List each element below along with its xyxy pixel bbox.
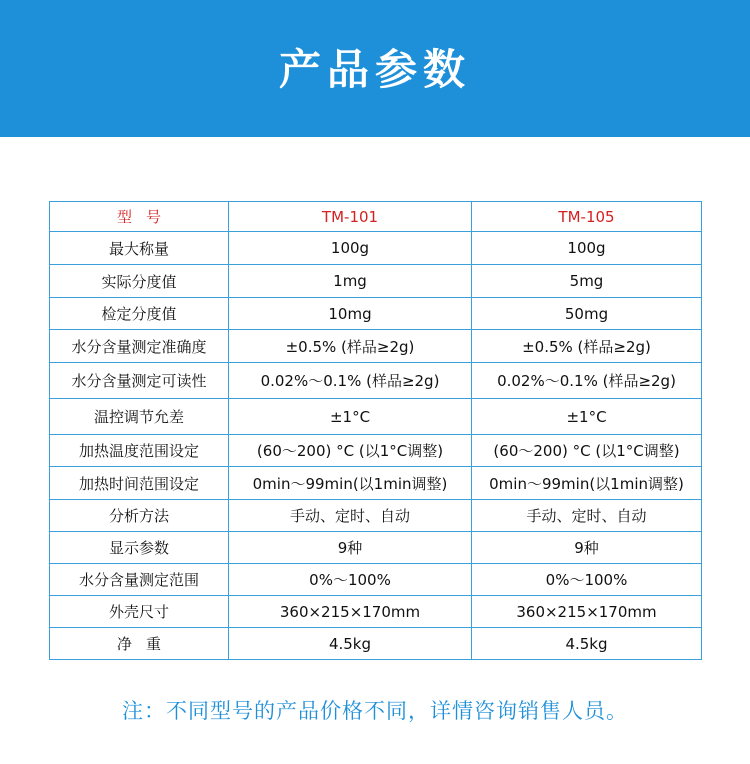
row-value: (60～200) °C (以1°C调整) (229, 435, 472, 467)
price-note: 注：不同型号的产品价格不同，详情咨询销售人员。 (122, 699, 628, 723)
row-value: 0%～100% (472, 564, 702, 596)
row-label: 实际分度值 (50, 265, 229, 298)
row-value: ±0.5% (样品≥2g) (472, 330, 702, 363)
table-row (50, 467, 702, 500)
table-header-row (50, 202, 702, 232)
table-row (50, 363, 702, 399)
row-value: 100g (229, 232, 472, 265)
row-value: 50mg (472, 298, 702, 330)
table-row (50, 330, 702, 363)
row-value: (60～200) °C (以1°C调整) (472, 435, 702, 467)
row-label: 最大称量 (50, 232, 229, 265)
row-label: 温控调节允差 (50, 399, 229, 435)
row-value: 手动、定时、自动 (472, 500, 702, 532)
table-row (50, 628, 702, 660)
row-value: 手动、定时、自动 (229, 500, 472, 532)
row-value: 360×215×170mm (472, 596, 702, 628)
row-value: 1mg (229, 265, 472, 298)
row-value: ±1°C (229, 399, 472, 435)
table-row (50, 500, 702, 532)
row-value: 10mg (229, 298, 472, 330)
row-value: 0min～99min(以1min调整) (229, 467, 472, 500)
model-tm105: TM-105 (472, 202, 702, 232)
row-label: 显示参数 (50, 532, 229, 564)
table-row (50, 532, 702, 564)
table-row (50, 265, 702, 298)
row-label: 净重 (50, 628, 229, 660)
row-label: 加热温度范围设定 (50, 435, 229, 467)
row-value: 100g (472, 232, 702, 265)
row-value: 0.02%～0.1% (样品≥2g) (472, 363, 702, 399)
row-label: 水分含量测定范围 (50, 564, 229, 596)
row-value: 9种 (472, 532, 702, 564)
row-value: 360×215×170mm (229, 596, 472, 628)
row-label: 加热时间范围设定 (50, 467, 229, 500)
row-label: 外壳尺寸 (50, 596, 229, 628)
row-value: ±1°C (472, 399, 702, 435)
row-label: 水分含量测定准确度 (50, 330, 229, 363)
table-row (50, 435, 702, 467)
model-tm101: TM-101 (229, 202, 472, 232)
row-value: ±0.5% (样品≥2g) (229, 330, 472, 363)
spec-table (49, 201, 702, 660)
row-label: 分析方法 (50, 500, 229, 532)
row-value: 9种 (229, 532, 472, 564)
row-value: 0.02%～0.1% (样品≥2g) (229, 363, 472, 399)
table-row (50, 232, 702, 265)
row-value: 0min～99min(以1min调整) (472, 467, 702, 500)
row-value: 5mg (472, 265, 702, 298)
row-label: 水分含量测定可读性 (50, 363, 229, 399)
table-row (50, 564, 702, 596)
table-row (50, 399, 702, 435)
header-banner (0, 0, 750, 137)
table-row (50, 596, 702, 628)
table-row (50, 298, 702, 330)
row-value: 0%～100% (229, 564, 472, 596)
row-label: 检定分度值 (50, 298, 229, 330)
page-title: 产品参数 (278, 44, 471, 94)
row-value: 4.5kg (229, 628, 472, 660)
row-value: 4.5kg (472, 628, 702, 660)
model-label: 型号 (50, 202, 229, 232)
